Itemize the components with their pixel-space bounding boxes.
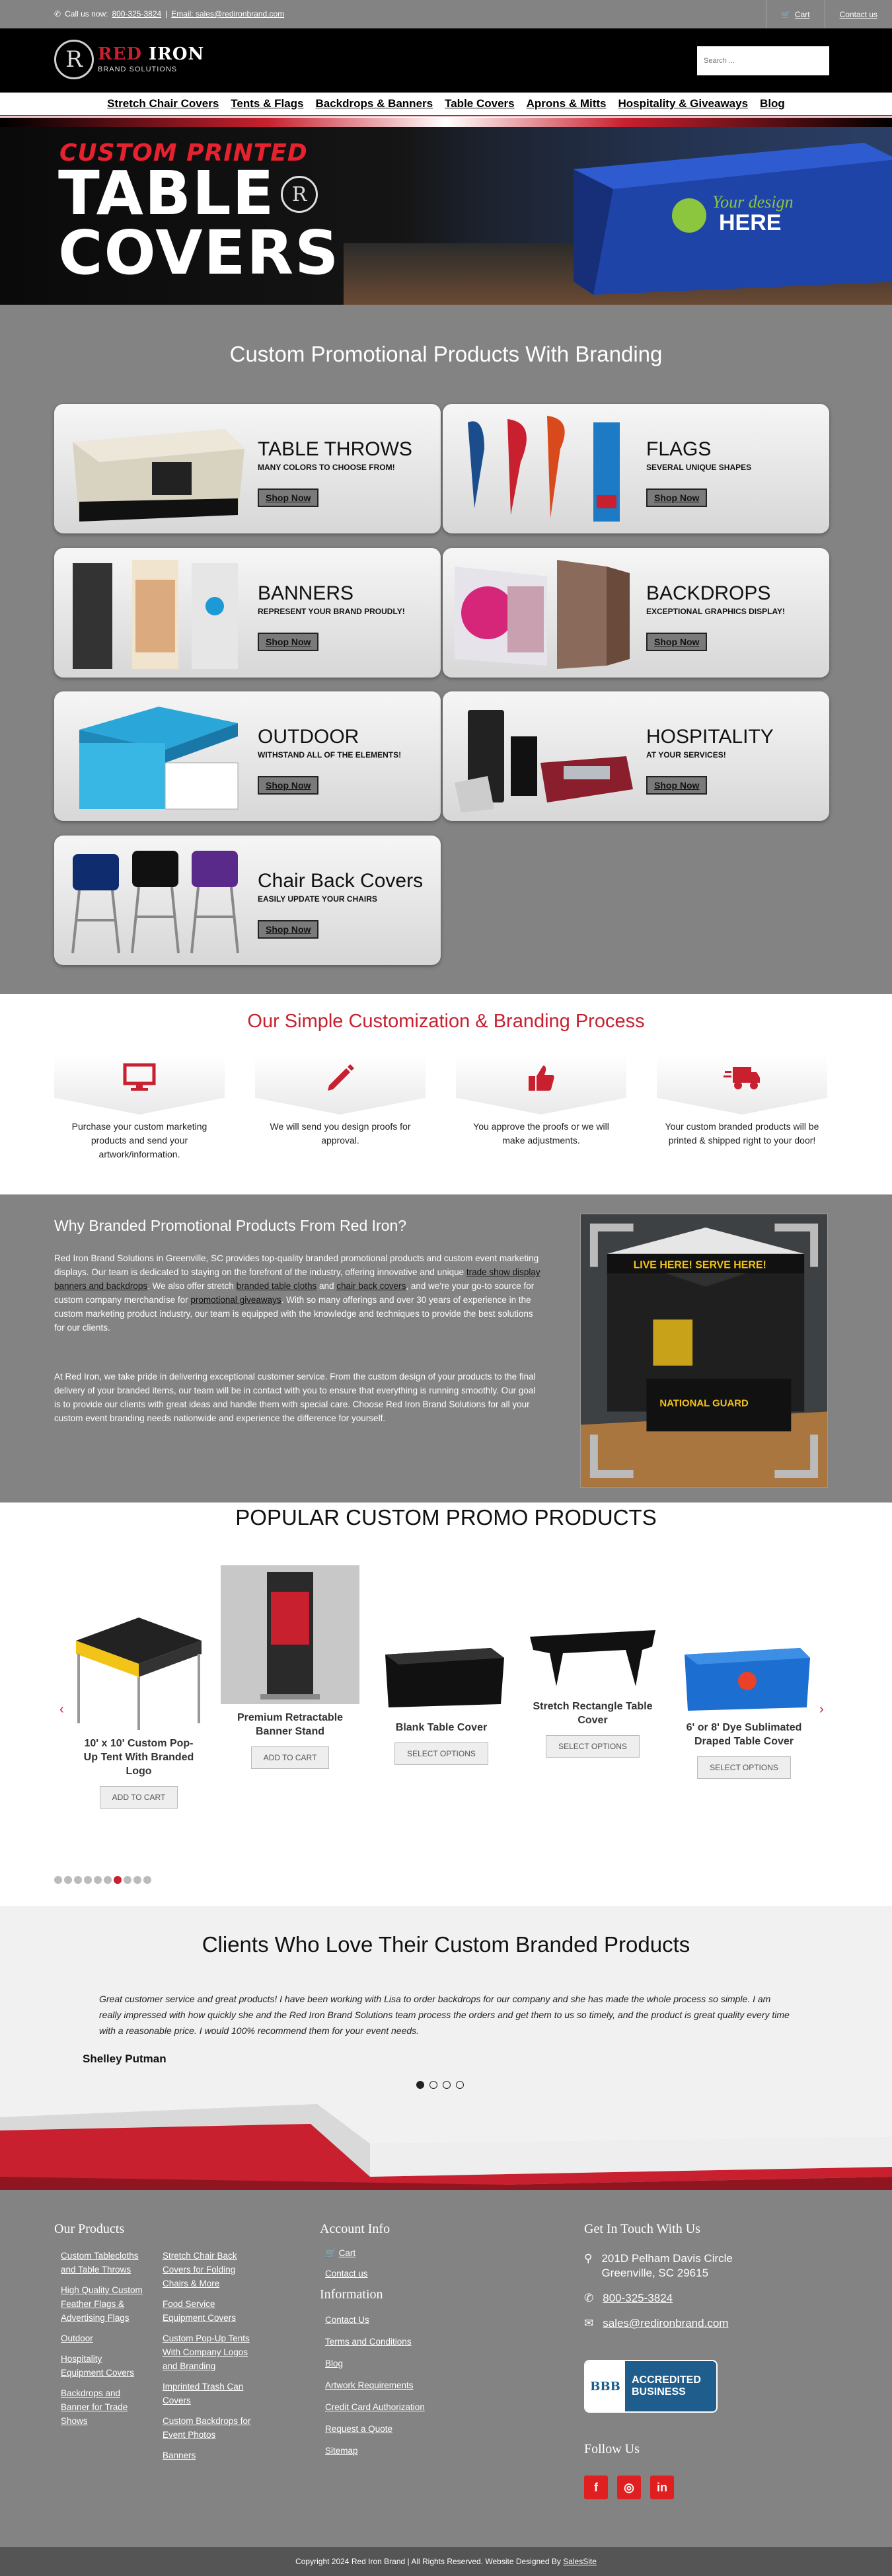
product-name: Stretch Rectangle Table Cover [533,1701,653,1726]
footer-contact [584,2222,733,2499]
contact-label: Contact us [839,9,877,19]
footer-link[interactable]: Request a Quote [325,2424,393,2434]
product-name: Blank Table Cover [395,1722,488,1733]
add-to-cart-button[interactable]: ADD TO CART [251,1746,330,1769]
select-options-button[interactable]: SELECT OPTIONS [697,1756,791,1779]
hero-logo-mark: R [281,176,318,213]
card-table-throws[interactable] [54,404,441,533]
footer-link[interactable]: Terms and Conditions [325,2337,412,2347]
testimonial-dot[interactable] [429,2081,437,2089]
process-step [456,1055,626,1167]
top-cart-link[interactable] [766,0,825,28]
popular-products-section [0,1503,892,1906]
svg-text:Your design: Your design [712,192,794,212]
card-banners[interactable] [54,548,441,678]
svg-text:NATIONAL GUARD: NATIONAL GUARD [659,1397,749,1409]
carousel-dots [54,1876,151,1884]
booth-photo [580,1214,828,1488]
chair-covers-image [59,841,251,960]
main-nav [0,93,892,116]
monitor-icon [123,1063,156,1092]
card-title: HOSPITALITY [646,726,774,748]
banners-image [59,553,251,672]
copyright-text: Copyright 2024 Red Iron Brand | All Rights Reserved. Website Designed By [295,2557,564,2566]
card-outdoor[interactable] [54,691,441,821]
card-title: OUTDOOR [258,726,359,748]
decorative-swoosh [0,2104,892,2190]
footer-link[interactable]: Backdrops and Banner for Trade Shows [61,2388,128,2426]
card-title: BACKDROPS [646,582,771,604]
logo-text: RED IRON [98,44,205,64]
hero-line-2: TABLE COVERS [58,158,340,288]
product-card[interactable] [675,1575,813,1774]
separator: | [165,9,168,19]
why-heading: Why Branded Promotional Products From Red Iron? [54,1217,407,1234]
why-section [0,1194,892,1503]
footer-link[interactable]: Outdoor [61,2333,93,2343]
link-promotional-giveaways[interactable]: promotional giveaways [190,1295,281,1305]
process-heading: Our Simple Customization & Branding Process [247,1011,645,1032]
svg-text:HERE: HERE [719,210,782,235]
hero-banner [0,118,892,305]
nav-tents-flags[interactable]: Tents & Flags [231,97,304,110]
card-chair-back-covers[interactable] [54,836,441,965]
popular-heading: POPULAR CUSTOM PROMO PRODUCTS [235,1505,657,1530]
logo-subtitle: BRAND SOLUTIONS [98,65,178,73]
carousel-dot[interactable] [124,1876,131,1884]
footer-products-col-1 [54,2249,144,2469]
select-options-button[interactable]: SELECT OPTIONS [546,1735,640,1758]
card-hospitality[interactable] [443,691,829,821]
select-options-button[interactable]: SELECT OPTIONS [394,1742,488,1765]
step-text: You approve the proofs or we will make adjustments. [473,1121,609,1146]
testimonial-dot[interactable] [456,2081,464,2089]
footer-products-col-2 [163,2249,252,2469]
product-card[interactable] [221,1565,359,1764]
carousel-dot[interactable] [74,1876,82,1884]
footer-info-heading: Information [320,2287,383,2302]
carousel-dot[interactable] [54,1876,62,1884]
footer-phone-link[interactable]: 800-325-3824 [603,2292,673,2304]
footer-link[interactable]: Sitemap [325,2446,358,2456]
card-subtitle: EXCEPTIONAL GRAPHICS DISPLAY! [646,607,786,616]
carousel-next-arrow[interactable]: › [819,1702,824,1717]
link-branded-table-cloths[interactable]: branded table cloths [236,1281,317,1291]
thumbs-up-icon [526,1063,556,1093]
carousel-dot[interactable] [133,1876,141,1884]
process-step [54,1055,225,1167]
promo-heading: Custom Promotional Products With Branding [229,342,663,366]
footer-link[interactable]: Custom Tablecloths and Table Throws [61,2251,139,2275]
product-name: 6' or 8' Dye Sublimated Draped Table Cover [686,1722,802,1747]
card-subtitle: REPRESENT YOUR BRAND PROUDLY! [258,607,405,616]
card-subtitle: SEVERAL UNIQUE SHAPES [646,463,752,472]
shop-now-button[interactable]: Shop Now [258,920,318,939]
testimonials-heading: Clients Who Love Their Custom Branded Products [202,1932,690,1957]
top-bar [0,0,892,28]
product-name: Premium Retractable Banner Stand [237,1712,344,1737]
blank-table-cover-image [372,1641,511,1714]
promo-section [0,305,892,994]
carousel-dot[interactable] [64,1876,72,1884]
card-subtitle: MANY COLORS TO CHOOSE FROM! [258,463,395,472]
card-title: FLAGS [646,438,712,460]
footer-contact-link[interactable]: Contact us [325,2269,368,2279]
process-step [657,1055,827,1167]
process-section [0,994,892,1194]
shop-now-button[interactable]: Shop Now [258,488,318,507]
bbb-logo: BBB [585,2361,625,2411]
footer-email [584,2316,733,2331]
backdrops-image [448,553,640,672]
footer-link[interactable]: Artwork Requirements [325,2380,414,2390]
carousel-dot[interactable] [143,1876,151,1884]
why-paragraph-1: Red Iron Brand Solutions in Greenville, SC provides top-quality branded promotional products and custom event marketing displays. Our team is dedicated to staying on the forefront of the industry, offering innovative and unique trade show display banners and backdrops. We also offer stretch branded table cloths and chair back covers, and we're your go-to source for custom company merchandise for promotional giveaways. With so many offerings and over 30 years of experience in the custom marketing product industry, our team is equipped with the knowledge and techniques to provide the best solutions for our clients. [54,1253,540,1333]
footer-link[interactable]: Blog [325,2359,344,2368]
phone-icon: ✆ [54,9,61,19]
designer-link[interactable]: SalesSite [563,2557,597,2566]
top-links [766,0,892,28]
nav-blog[interactable]: Blog [760,97,785,110]
cart-icon: 🛒 [781,9,791,19]
step-text: We will send you design proofs for approval. [270,1121,411,1146]
facebook-icon[interactable]: f [584,2476,608,2499]
product-card[interactable] [69,1591,208,1802]
social-links [584,2476,733,2499]
card-subtitle: WITHSTAND ALL OF THE ELEMENTS! [258,750,402,760]
cart-label: Cart [794,9,810,19]
step-text: Your custom branded products will be printed & shipped right to your door! [665,1121,819,1146]
nav-table-covers[interactable]: Table Covers [445,97,515,110]
footer-account-heading: Account Info [320,2222,390,2236]
footer-link[interactable]: Hospitality Equipment Covers [61,2354,135,2378]
envelope-icon: ✉ [584,2317,594,2329]
nav-hospitality-giveaways[interactable]: Hospitality & Giveaways [618,97,749,110]
footer-address: ⚲ 201D Pelham Davis Circle Greenville, SC 29615 [584,2252,733,2279]
footer-link[interactable]: Imprinted Trash Can Covers [163,2382,244,2405]
testimonial-dots [416,2081,464,2089]
link-trade-show-banners[interactable]: trade show display banners and backdrops [54,1267,540,1291]
footer-link[interactable]: Custom Pop-Up Tents With Company Logos and Branding [163,2333,250,2371]
shop-now-button[interactable]: Shop Now [646,633,707,651]
hero-line-1: CUSTOM PRINTED [59,139,308,167]
footer-products-heading: Our Products [54,2222,125,2236]
copyright-bar [0,2547,892,2576]
nav-stretch-chair-covers[interactable]: Stretch Chair Covers [107,97,219,110]
card-title: Chair Back Covers [258,870,424,892]
logo-mark: R [54,40,94,79]
footer-contact-heading: Get In Touch With Us [584,2222,700,2236]
top-email-link[interactable]: Email: sales@redironbrand.com [171,9,285,19]
site-header [0,28,892,93]
add-to-cart-button[interactable]: ADD TO CART [100,1786,178,1809]
shop-now-button[interactable]: Shop Now [258,633,318,651]
truck-icon [724,1063,761,1092]
footer-phone [584,2291,733,2306]
site-footer [0,2190,892,2547]
svg-text:LIVE HERE! SERVE HERE!: LIVE HERE! SERVE HERE! [633,1259,766,1271]
card-flags[interactable] [443,404,829,533]
nav-aprons-mitts[interactable]: Aprons & Mitts [526,97,607,110]
footer-link[interactable]: Food Service Equipment Covers [163,2299,237,2323]
step-text: Purchase your custom marketing products and send your artwork/information. [71,1121,207,1159]
link-chair-back-covers[interactable]: chair back covers [336,1281,406,1291]
table-throw-image [59,409,251,528]
bbb-accredited-badge[interactable]: BBB ACCREDITED BUSINESS [584,2360,718,2413]
product-card[interactable] [523,1554,662,1752]
card-backdrops[interactable] [443,548,829,678]
linkedin-icon[interactable]: in [650,2476,674,2499]
footer-follow-heading: Follow Us [584,2442,640,2456]
top-contact-link[interactable] [825,0,892,28]
search-input[interactable] [697,46,829,75]
carousel-dot[interactable] [114,1876,122,1884]
why-paragraph-2: At Red Iron, we take pride in delivering exceptional customer service. From the custom design of your products to the final delivery of your branded items, our team will be in contact with you to ensure that everything is running smoothly. Our goal is to provide our clients with great ideas and handle them with special care. Choose Red Iron Brand Solutions for all your custom event branding needs nationwide and experience the difference for yourself. [54,1372,536,1423]
footer-link[interactable]: High Quality Custom Feather Flags & Advertising Flags [61,2285,143,2323]
footer-link[interactable]: Banners [163,2450,196,2460]
card-subtitle: AT YOUR SERVICES! [646,750,726,760]
testimonial-dot[interactable] [443,2081,451,2089]
process-step [255,1055,426,1167]
call-label: Call us now: [65,9,108,19]
map-marker-icon: ⚲ [584,2252,593,2265]
instagram-icon[interactable]: ◎ [617,2476,641,2499]
footer-link[interactable]: Stretch Chair Back Covers for Folding Chairs & More [163,2251,237,2288]
footer-link[interactable]: Credit Card Authorization [325,2402,425,2412]
pencil-icon [325,1063,355,1093]
carousel-dot[interactable] [84,1876,92,1884]
carousel-dot[interactable] [94,1876,102,1884]
phone-icon: ✆ [584,2292,594,2304]
footer-products [54,2222,252,2469]
footer-account [320,2222,425,2464]
footer-email-link[interactable]: sales@redironbrand.com [603,2317,729,2329]
shop-now-button[interactable]: Shop Now [646,488,707,507]
product-card[interactable] [372,1575,511,1774]
card-subtitle: EASILY UPDATE YOUR CHAIRS [258,894,377,904]
hero-stripe [0,118,892,127]
testimonials-section [0,1906,892,2190]
carousel-dot[interactable] [104,1876,112,1884]
footer-link[interactable]: Custom Backdrops for Event Photos [163,2416,251,2440]
pop-up-tent-image [69,1604,208,1730]
banner-stand-image [221,1565,359,1704]
shop-now-button[interactable]: Shop Now [258,776,318,795]
hero-table-image [554,130,892,295]
testimonial-author: Shelley Putman [83,2052,167,2065]
stretch-table-cover-image [523,1620,662,1693]
testimonial-quote: Great customer service and great products! I have been working with Lisa to order backdrops for our company and she has made the whole process so simple. I am really impressed with how quickly she and the Red Iron Brand Solutions team process the orders and get them to us so timely, and the product is great quality every time with a reasonable price. I would 100% recommend them for your event needs. [99,1994,790,2036]
cart-icon: 🛒 [325,2248,336,2258]
footer-cart-link[interactable]: Cart [338,2248,356,2258]
hospitality-image [448,697,640,816]
top-contact-info [54,9,284,19]
card-title: TABLE THROWS [258,438,412,460]
carousel-prev-arrow[interactable]: ‹ [59,1702,64,1717]
site-logo[interactable] [54,40,204,79]
testimonial-dot[interactable] [416,2081,424,2089]
dye-sublimated-cover-image [675,1641,813,1714]
nav-backdrops-banners[interactable]: Backdrops & Banners [315,97,433,110]
flags-image [448,409,640,528]
top-phone-link[interactable]: 800-325-3824 [112,9,162,19]
product-name: 10' x 10' Custom Pop-Up Tent With Branded Logo [83,1738,194,1777]
shop-now-button[interactable]: Shop Now [646,776,707,795]
card-title: BANNERS [258,582,354,604]
outdoor-tent-image [59,697,251,816]
footer-link[interactable]: Contact Us [325,2315,369,2325]
